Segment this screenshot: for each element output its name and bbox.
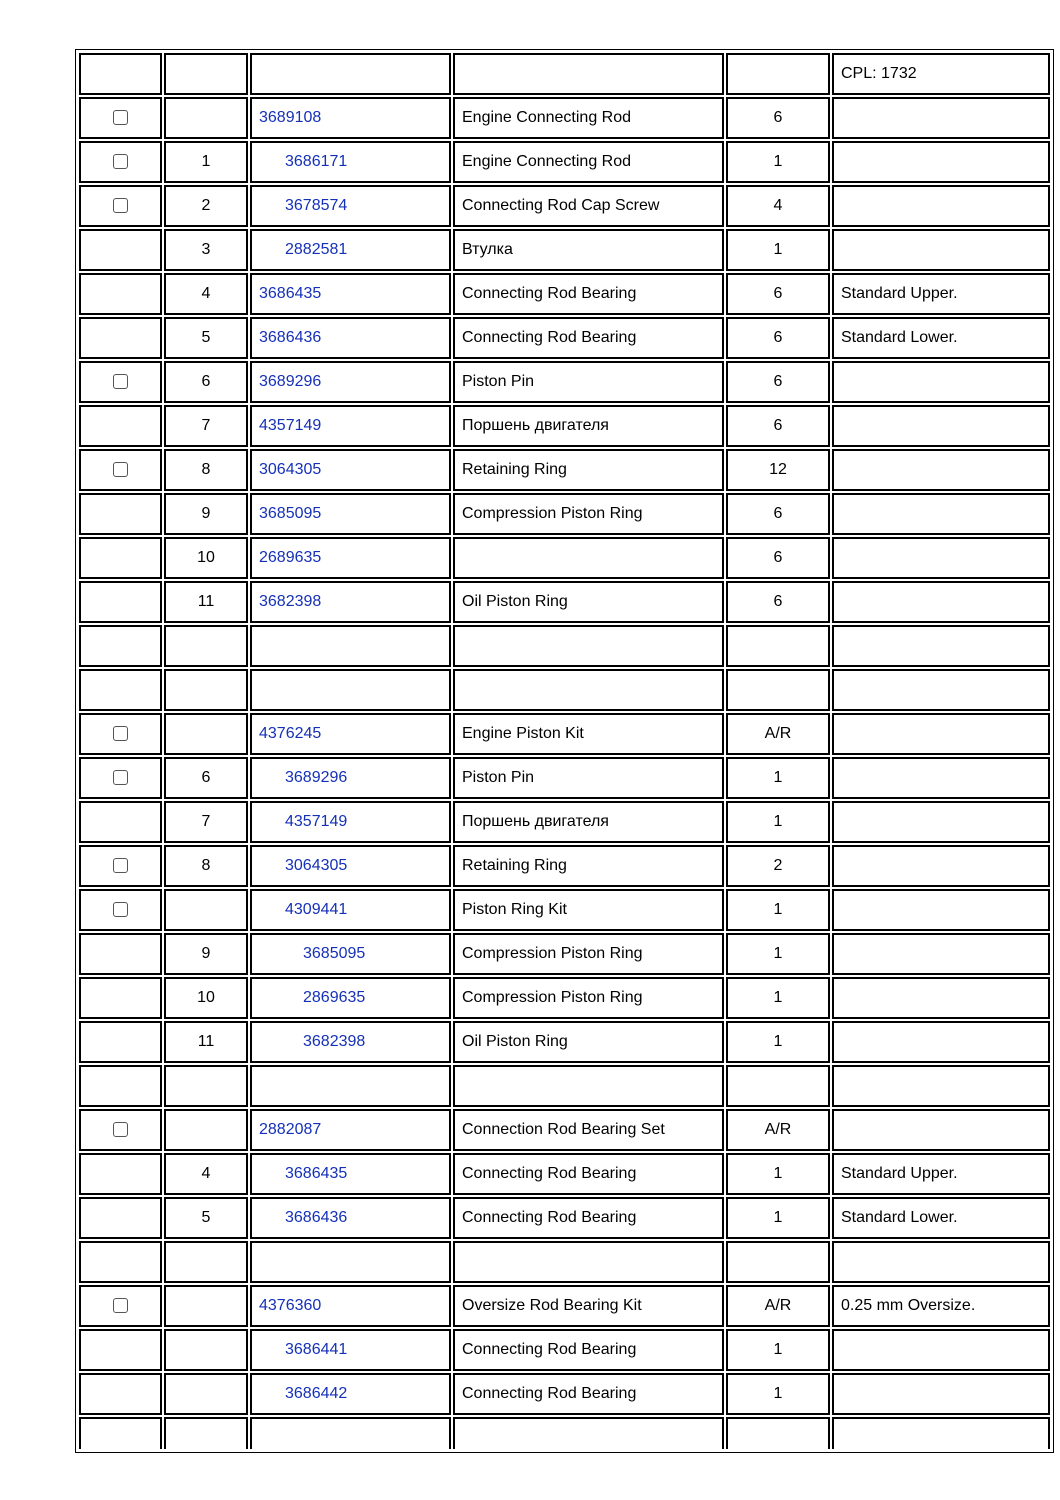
table-row xyxy=(79,1417,1050,1449)
description-cell: Oversize Rod Bearing Kit xyxy=(453,1285,724,1327)
ref-number-cell: 2 xyxy=(164,185,248,227)
description-cell: Oil Piston Ring xyxy=(453,581,724,623)
quantity-cell: 1 xyxy=(726,1197,830,1239)
notes-cell xyxy=(832,1109,1050,1151)
part-number-link[interactable]: 3686436 xyxy=(259,329,322,346)
select-cell xyxy=(79,1197,162,1239)
table-row xyxy=(79,581,1050,623)
ref-number-cell xyxy=(164,625,248,667)
description-cell: Connecting Rod Bearing xyxy=(453,273,724,315)
part-number-cell xyxy=(250,889,451,931)
part-number-link[interactable]: 4309441 xyxy=(285,901,348,918)
part-number-link[interactable]: 3685095 xyxy=(259,505,322,522)
select-cell xyxy=(79,1417,162,1449)
notes-cell xyxy=(832,581,1050,623)
ref-number-cell xyxy=(164,1329,248,1371)
description-cell: Engine Connecting Rod xyxy=(453,97,724,139)
part-number-cell xyxy=(250,845,451,887)
part-number-cell xyxy=(250,493,451,535)
part-number-link[interactable]: 2869635 xyxy=(303,989,366,1006)
quantity-cell: 1 xyxy=(726,757,830,799)
notes-cell: Standard Lower. xyxy=(832,1197,1050,1239)
description-cell xyxy=(453,1065,724,1107)
ref-number-cell xyxy=(164,53,248,95)
select-cell xyxy=(79,933,162,975)
parts-table xyxy=(75,49,1054,1453)
notes-cell xyxy=(832,493,1050,535)
table-row xyxy=(79,757,1050,799)
select-cell xyxy=(79,229,162,271)
part-number-link[interactable]: 3686436 xyxy=(285,1209,348,1226)
quantity-cell: 6 xyxy=(726,493,830,535)
select-cell xyxy=(79,1373,162,1415)
select-cell xyxy=(79,449,162,491)
notes-cell xyxy=(832,405,1050,447)
ref-number-cell: 8 xyxy=(164,845,248,887)
row-checkbox[interactable] xyxy=(113,1298,128,1313)
part-number-cell xyxy=(250,405,451,447)
part-number-cell xyxy=(250,1109,451,1151)
select-cell xyxy=(79,1021,162,1063)
table-row xyxy=(79,273,1050,315)
notes-cell xyxy=(832,141,1050,183)
select-cell xyxy=(79,97,162,139)
notes-cell xyxy=(832,845,1050,887)
part-number-cell xyxy=(250,1373,451,1415)
description-cell xyxy=(453,1417,724,1449)
notes-cell xyxy=(832,801,1050,843)
ref-number-cell xyxy=(164,1109,248,1151)
notes-cell xyxy=(832,449,1050,491)
part-number-cell xyxy=(250,1417,451,1449)
part-number-cell xyxy=(250,317,451,359)
select-cell xyxy=(79,493,162,535)
notes-cell xyxy=(832,537,1050,579)
part-number-cell xyxy=(250,713,451,755)
description-cell xyxy=(453,669,724,711)
part-number-link[interactable]: 2689635 xyxy=(259,549,322,566)
row-checkbox[interactable] xyxy=(113,1122,128,1137)
ref-number-cell xyxy=(164,97,248,139)
select-cell xyxy=(79,669,162,711)
part-number-cell xyxy=(250,1197,451,1239)
description-cell: Connecting Rod Bearing xyxy=(453,1197,724,1239)
part-number-cell xyxy=(250,801,451,843)
quantity-cell: 6 xyxy=(726,317,830,359)
ref-number-cell xyxy=(164,1241,248,1283)
select-cell xyxy=(79,185,162,227)
quantity-cell: A/R xyxy=(726,1109,830,1151)
quantity-cell: 4 xyxy=(726,185,830,227)
select-cell xyxy=(79,361,162,403)
ref-number-cell: 6 xyxy=(164,361,248,403)
select-cell xyxy=(79,1241,162,1283)
part-number-link[interactable]: 4357149 xyxy=(285,813,348,830)
select-cell xyxy=(79,757,162,799)
part-number-cell xyxy=(250,1329,451,1371)
description-cell: Piston Ring Kit xyxy=(453,889,724,931)
notes-cell xyxy=(832,1065,1050,1107)
row-checkbox[interactable] xyxy=(113,198,128,213)
description-cell: Compression Piston Ring xyxy=(453,933,724,975)
part-number-link[interactable]: 3064305 xyxy=(285,857,348,874)
ref-number-cell xyxy=(164,1065,248,1107)
table-row xyxy=(79,361,1050,403)
description-cell: Engine Connecting Rod xyxy=(453,141,724,183)
ref-number-cell xyxy=(164,669,248,711)
table-row xyxy=(79,493,1050,535)
notes-cell xyxy=(832,625,1050,667)
table-row xyxy=(79,933,1050,975)
quantity-cell: 6 xyxy=(726,537,830,579)
select-cell xyxy=(79,537,162,579)
table-row xyxy=(79,1329,1050,1371)
quantity-cell: A/R xyxy=(726,1285,830,1327)
select-cell xyxy=(79,1329,162,1371)
table-row xyxy=(79,1065,1050,1107)
table-row xyxy=(79,1285,1050,1327)
table-row xyxy=(79,845,1050,887)
notes-cell xyxy=(832,1417,1050,1449)
select-cell xyxy=(79,713,162,755)
quantity-cell xyxy=(726,625,830,667)
notes-cell xyxy=(832,97,1050,139)
table-row xyxy=(79,1197,1050,1239)
description-cell: Connecting Rod Cap Screw xyxy=(453,185,724,227)
part-number-cell xyxy=(250,669,451,711)
description-cell: Поршень двигателя xyxy=(453,405,724,447)
ref-number-cell: 5 xyxy=(164,1197,248,1239)
notes-cell: 0.25 mm Oversize. xyxy=(832,1285,1050,1327)
quantity-cell: 1 xyxy=(726,977,830,1019)
row-checkbox[interactable] xyxy=(113,770,128,785)
ref-number-cell: 7 xyxy=(164,405,248,447)
ref-number-cell: 1 xyxy=(164,141,248,183)
notes-cell xyxy=(832,669,1050,711)
quantity-cell: 2 xyxy=(726,845,830,887)
table-row xyxy=(79,449,1050,491)
part-number-link[interactable]: 3686171 xyxy=(285,153,348,170)
ref-number-cell: 4 xyxy=(164,1153,248,1195)
ref-number-cell: 8 xyxy=(164,449,248,491)
description-cell: Connecting Rod Bearing xyxy=(453,1329,724,1371)
quantity-cell xyxy=(726,1417,830,1449)
quantity-cell: 1 xyxy=(726,1021,830,1063)
table-row xyxy=(79,97,1050,139)
notes-cell xyxy=(832,1021,1050,1063)
table-row xyxy=(79,537,1050,579)
description-cell: Retaining Ring xyxy=(453,449,724,491)
part-number-link[interactable]: 3686435 xyxy=(285,1165,348,1182)
notes-cell: Standard Upper. xyxy=(832,273,1050,315)
description-cell: Connection Rod Bearing Set xyxy=(453,1109,724,1151)
description-cell: Retaining Ring xyxy=(453,845,724,887)
ref-number-cell: 9 xyxy=(164,493,248,535)
select-cell xyxy=(79,141,162,183)
part-number-cell xyxy=(250,1021,451,1063)
description-cell: Поршень двигателя xyxy=(453,801,724,843)
notes-cell xyxy=(832,1329,1050,1371)
select-cell xyxy=(79,405,162,447)
notes-cell xyxy=(832,1373,1050,1415)
notes-cell: CPL: 1732 xyxy=(832,53,1050,95)
quantity-cell xyxy=(726,1241,830,1283)
quantity-cell: A/R xyxy=(726,713,830,755)
part-number-link[interactable]: 3678574 xyxy=(285,197,348,214)
part-number-link[interactable]: 3689296 xyxy=(285,769,348,786)
part-number-link[interactable]: 3686441 xyxy=(285,1341,348,1358)
part-number-cell xyxy=(250,1065,451,1107)
select-cell xyxy=(79,317,162,359)
ref-number-cell xyxy=(164,1417,248,1449)
part-number-cell xyxy=(250,625,451,667)
quantity-cell xyxy=(726,669,830,711)
description-cell: Connecting Rod Bearing xyxy=(453,1153,724,1195)
ref-number-cell xyxy=(164,1285,248,1327)
quantity-cell: 1 xyxy=(726,141,830,183)
quantity-cell: 12 xyxy=(726,449,830,491)
part-number-cell xyxy=(250,977,451,1019)
quantity-cell: 1 xyxy=(726,1153,830,1195)
part-number-link[interactable]: 3689296 xyxy=(259,373,322,390)
table-row xyxy=(79,1153,1050,1195)
table-row xyxy=(79,713,1050,755)
notes-cell: Standard Upper. xyxy=(832,1153,1050,1195)
notes-cell xyxy=(832,933,1050,975)
select-cell xyxy=(79,977,162,1019)
description-cell xyxy=(453,53,724,95)
part-number-cell xyxy=(250,449,451,491)
part-number-link[interactable]: 4357149 xyxy=(259,417,322,434)
part-number-cell xyxy=(250,273,451,315)
ref-number-cell: 11 xyxy=(164,581,248,623)
notes-cell xyxy=(832,757,1050,799)
part-number-cell xyxy=(250,1285,451,1327)
description-cell: Втулка xyxy=(453,229,724,271)
part-number-cell xyxy=(250,97,451,139)
description-cell: Connecting Rod Bearing xyxy=(453,1373,724,1415)
table-row xyxy=(79,53,1050,95)
description-cell xyxy=(453,537,724,579)
part-number-cell xyxy=(250,537,451,579)
select-cell xyxy=(79,581,162,623)
part-number-cell xyxy=(250,1241,451,1283)
description-cell: Oil Piston Ring xyxy=(453,1021,724,1063)
row-checkbox[interactable] xyxy=(113,110,128,125)
table-row xyxy=(79,889,1050,931)
notes-cell xyxy=(832,361,1050,403)
row-checkbox[interactable] xyxy=(113,858,128,873)
table-row xyxy=(79,1241,1050,1283)
ref-number-cell: 10 xyxy=(164,537,248,579)
part-number-link[interactable]: 3689108 xyxy=(259,109,322,126)
ref-number-cell: 10 xyxy=(164,977,248,1019)
table-row xyxy=(79,977,1050,1019)
ref-number-cell: 3 xyxy=(164,229,248,271)
quantity-cell: 6 xyxy=(726,581,830,623)
part-number-link[interactable]: 3686435 xyxy=(259,285,322,302)
ref-number-cell: 6 xyxy=(164,757,248,799)
part-number-cell xyxy=(250,1153,451,1195)
description-cell xyxy=(453,625,724,667)
part-number-cell xyxy=(250,757,451,799)
quantity-cell: 6 xyxy=(726,97,830,139)
part-number-cell xyxy=(250,53,451,95)
select-cell xyxy=(79,273,162,315)
table-row xyxy=(79,1021,1050,1063)
select-cell xyxy=(79,625,162,667)
ref-number-cell: 9 xyxy=(164,933,248,975)
part-number-link[interactable]: 2882581 xyxy=(285,241,348,258)
ref-number-cell xyxy=(164,889,248,931)
part-number-link[interactable]: 2882087 xyxy=(259,1121,322,1138)
description-cell: Compression Piston Ring xyxy=(453,977,724,1019)
part-number-link[interactable]: 3682398 xyxy=(303,1033,366,1050)
description-cell: Compression Piston Ring xyxy=(453,493,724,535)
notes-cell xyxy=(832,713,1050,755)
part-number-cell xyxy=(250,361,451,403)
select-cell xyxy=(79,1065,162,1107)
part-number-cell xyxy=(250,933,451,975)
table-row xyxy=(79,669,1050,711)
select-cell xyxy=(79,889,162,931)
table-row xyxy=(79,405,1050,447)
table-row xyxy=(79,1373,1050,1415)
table-row xyxy=(79,317,1050,359)
ref-number-cell: 5 xyxy=(164,317,248,359)
part-number-link[interactable]: 4376360 xyxy=(259,1297,322,1314)
quantity-cell: 1 xyxy=(726,801,830,843)
ref-number-cell: 7 xyxy=(164,801,248,843)
notes-cell xyxy=(832,889,1050,931)
part-number-link[interactable]: 3685095 xyxy=(303,945,366,962)
quantity-cell: 6 xyxy=(726,273,830,315)
table-row xyxy=(79,229,1050,271)
notes-cell xyxy=(832,229,1050,271)
description-cell: Connecting Rod Bearing xyxy=(453,317,724,359)
select-cell xyxy=(79,53,162,95)
part-number-cell xyxy=(250,581,451,623)
table-row xyxy=(79,1109,1050,1151)
row-checkbox[interactable] xyxy=(113,154,128,169)
part-number-link[interactable]: 3682398 xyxy=(259,593,322,610)
part-number-cell xyxy=(250,141,451,183)
quantity-cell: 1 xyxy=(726,933,830,975)
quantity-cell xyxy=(726,1065,830,1107)
row-checkbox[interactable] xyxy=(113,462,128,477)
description-cell: Piston Pin xyxy=(453,361,724,403)
description-cell: Piston Pin xyxy=(453,757,724,799)
quantity-cell xyxy=(726,53,830,95)
ref-number-cell: 4 xyxy=(164,273,248,315)
quantity-cell: 6 xyxy=(726,361,830,403)
select-cell xyxy=(79,1153,162,1195)
description-cell: Engine Piston Kit xyxy=(453,713,724,755)
part-number-cell xyxy=(250,229,451,271)
select-cell xyxy=(79,1285,162,1327)
select-cell xyxy=(79,801,162,843)
row-checkbox[interactable] xyxy=(113,726,128,741)
notes-cell: Standard Lower. xyxy=(832,317,1050,359)
quantity-cell: 1 xyxy=(726,229,830,271)
table-row xyxy=(79,185,1050,227)
quantity-cell: 6 xyxy=(726,405,830,447)
table-row xyxy=(79,801,1050,843)
select-cell xyxy=(79,1109,162,1151)
part-number-link[interactable]: 3686442 xyxy=(285,1385,348,1402)
table-row xyxy=(79,141,1050,183)
quantity-cell: 1 xyxy=(726,1373,830,1415)
parts-table-body xyxy=(79,53,1050,1449)
part-number-cell xyxy=(250,185,451,227)
description-cell xyxy=(453,1241,724,1283)
notes-cell xyxy=(832,977,1050,1019)
select-cell xyxy=(79,845,162,887)
quantity-cell: 1 xyxy=(726,1329,830,1371)
ref-number-cell: 11 xyxy=(164,1021,248,1063)
notes-cell xyxy=(832,185,1050,227)
notes-cell xyxy=(832,1241,1050,1283)
ref-number-cell xyxy=(164,713,248,755)
part-number-link[interactable]: 4376245 xyxy=(259,725,322,742)
table-row xyxy=(79,625,1050,667)
quantity-cell: 1 xyxy=(726,889,830,931)
part-number-link[interactable]: 3064305 xyxy=(259,461,322,478)
row-checkbox[interactable] xyxy=(113,902,128,917)
ref-number-cell xyxy=(164,1373,248,1415)
row-checkbox[interactable] xyxy=(113,374,128,389)
